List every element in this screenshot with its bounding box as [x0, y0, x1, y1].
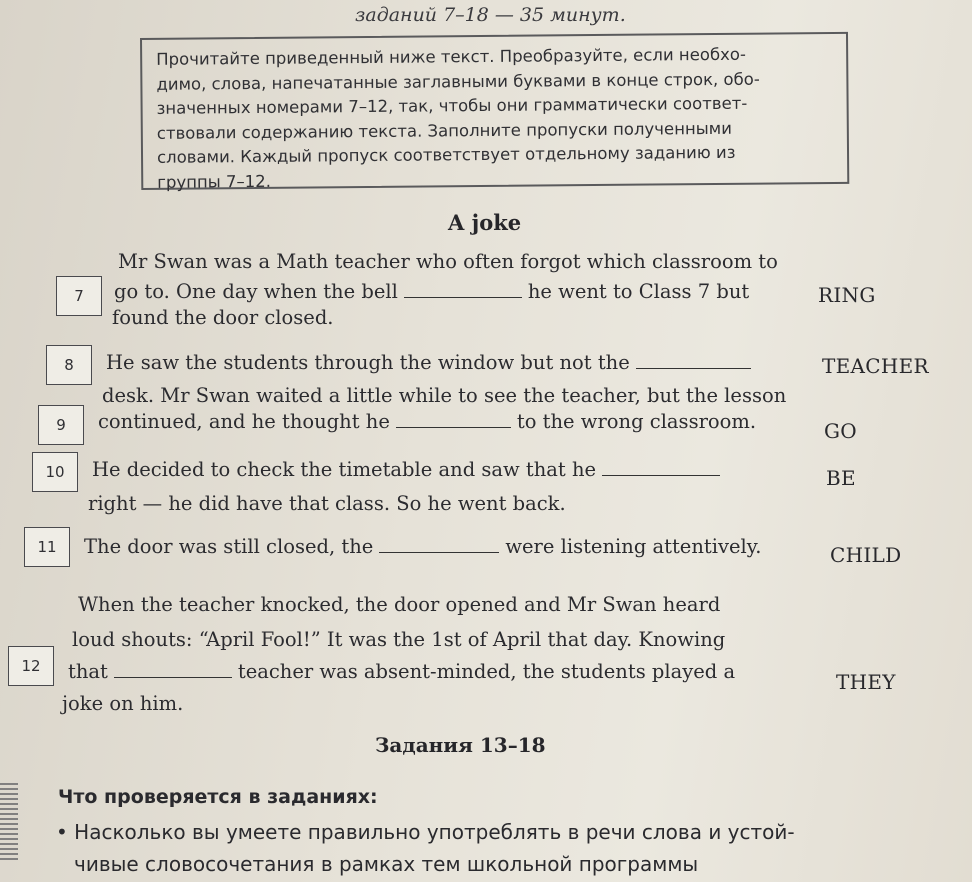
answer-blank-12[interactable] — [114, 676, 232, 678]
answer-blank-10[interactable] — [602, 474, 720, 476]
text-fragment: continued, and he thought he — [98, 410, 390, 433]
keyword-9: GO — [824, 419, 857, 443]
checks-heading: Что проверяется в заданиях: — [58, 786, 378, 808]
task-number-9: 9 — [38, 405, 84, 445]
text-fragment: He decided to check the timetable and saw that he — [92, 458, 597, 481]
spine-marks — [0, 780, 18, 860]
header-line: заданий 7–18 — 35 минут. — [355, 4, 626, 26]
text-fragment: to the wrong classroom. — [516, 410, 757, 433]
instruction-line: словами. Каждый пропуск соответствует отдельному заданию из — [156, 143, 736, 168]
text-line-task-11 — [84, 535, 761, 558]
text-title: A joke — [448, 210, 522, 235]
text-fragment: that — [68, 660, 108, 683]
keyword-7: RING — [818, 283, 876, 307]
instruction-line: ствовали содержанию текста. Заполните пропуски полученными — [156, 118, 733, 143]
text-fragment: go to. One day when the bell — [114, 280, 398, 303]
task-number-12: 12 — [8, 646, 54, 686]
text-line: found the door closed. — [112, 306, 334, 329]
text-fragment: were listening attentively. — [505, 535, 762, 558]
answer-blank-11[interactable] — [379, 551, 499, 553]
text-line: loud shouts: “April Fool!” It was the 1st of April that day. Knowing — [72, 628, 726, 651]
text-line: Mr Swan was a Math teacher who often forgot which classroom to — [118, 250, 778, 273]
text-line-task-12 — [68, 660, 735, 683]
answer-blank-9[interactable] — [396, 426, 511, 428]
answer-blank-8[interactable] — [636, 367, 751, 369]
text-line: When the teacher knocked, the door opened and Mr Swan heard — [78, 593, 721, 616]
keyword-10: BE — [826, 466, 856, 490]
text-line-task-9 — [98, 410, 756, 433]
text-line: desk. Mr Swan waited a little while to see the teacher, but the lesson — [102, 384, 787, 407]
instructions-box — [140, 32, 849, 190]
instruction-line: значенных номерами 7–12, так, чтобы они грамматически соответ- — [156, 93, 748, 119]
keyword-12: THEY — [836, 670, 896, 694]
text-line-task-10 — [92, 458, 726, 481]
instruction-line: димо, слова, напечатанные заглавными буквами в конце строк, обо- — [156, 69, 760, 94]
task-number-8: 8 — [46, 345, 92, 385]
text-line: right — he did have that class. So he went back. — [88, 492, 566, 515]
text-line-task-8 — [106, 351, 757, 374]
bullet-item: • Насколько вы умеете правильно употреблять в речи слова и устой- — [56, 820, 795, 844]
text-line-task-7 — [114, 280, 749, 303]
text-fragment: He saw the students through the window but not the — [106, 351, 630, 374]
text-fragment: teacher was absent-minded, the students played a — [237, 660, 736, 683]
task-number-10: 10 — [32, 452, 78, 492]
text-line: joke on him. — [62, 692, 184, 715]
task-number-7: 7 — [56, 276, 102, 316]
text-fragment: The door was still closed, the — [84, 535, 374, 558]
answer-blank-7[interactable] — [404, 296, 522, 298]
instruction-line: группы 7–12. — [157, 171, 272, 192]
text-fragment: he went to Class 7 but — [527, 280, 750, 303]
task-number-11: 11 — [24, 527, 70, 567]
instruction-line: Прочитайте приведенный ниже текст. Преобразуйте, если необхо- — [156, 44, 746, 69]
keyword-11: CHILD — [830, 543, 902, 567]
bullet-item-continuation: чивые словосочетания в рамках тем школьной программы — [74, 852, 699, 876]
keyword-8: TEACHER — [822, 354, 929, 378]
section-title: Задания 13–18 — [375, 733, 546, 757]
